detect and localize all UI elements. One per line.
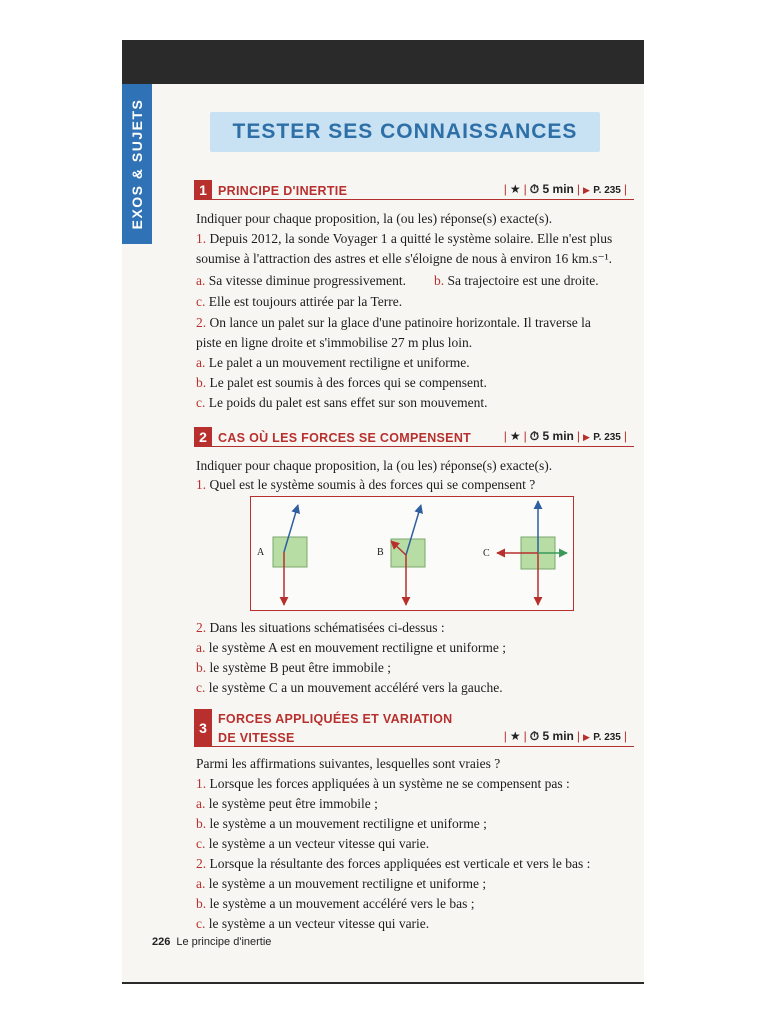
answer-option: b. le système B peut être immobile ; [196, 660, 391, 675]
star-icon: ★ [509, 729, 521, 743]
system-c-diagram [483, 501, 567, 605]
system-a-diagram [257, 505, 307, 605]
text-line: soumise à l'attraction des astres et elle s'éloigne de nous à environ 16 km.s⁻¹. [196, 251, 613, 266]
question-line: 1. Lorsque les forces appliquées à un système ne se compensent pas : [196, 776, 570, 791]
page-ref: P. 235 [593, 185, 621, 196]
side-tab [122, 84, 152, 244]
section-number: 2 [194, 427, 212, 447]
answer-option: b. Le palet est soumis à des forces qui se compensent. [196, 375, 487, 390]
section-title: CAS OÙ LES FORCES SE COMPENSENT [218, 431, 472, 445]
side-tab-label: EXOS & SUJETS [129, 98, 145, 230]
section-title-line-1: FORCES APPLIQUÉES ET VARIATION [218, 712, 453, 726]
stopwatch-icon: ⏱ [529, 429, 540, 443]
question-line: 2. Lorsque la résultante des forces appliquées est verticale et vers le bas : [196, 856, 591, 871]
text-line: Parmi les affirmations suivantes, lesquelles sont vraies ? [196, 756, 501, 771]
answer-option: a. le système peut être immobile ; [196, 796, 378, 811]
answer-option: c. Elle est toujours attirée par la Terre. [196, 294, 403, 309]
label-b: B [377, 547, 384, 558]
star-icon: ★ [509, 182, 521, 196]
answer-option: c. le système a un vecteur vitesse qui varie. [196, 916, 430, 931]
page-footer [152, 936, 271, 948]
system-b-diagram [377, 505, 425, 605]
answer-option: a. Sa vitesse diminue progressivement. [196, 273, 406, 288]
star-icon: ★ [509, 429, 521, 443]
time-label: 5 min [542, 429, 574, 443]
textbook-page [122, 84, 644, 982]
time-label: 5 min [542, 182, 574, 196]
question-line: 2. On lance un palet sur la glace d'une patinoire horizontale. Il traverse la [196, 315, 591, 330]
answer-option: a. le système a un mouvement rectiligne et uniforme ; [196, 876, 487, 891]
page-title-banner [210, 112, 600, 152]
label-c: C [483, 548, 490, 559]
difficulty-time-ref: | ★ | ⏱ 5 min | ▶ P. 235 | [503, 429, 627, 443]
text-line: Indiquer pour chaque proposition, la (ou les) réponse(s) exacte(s). [196, 211, 553, 226]
question-line: 1. Quel est le système soumis à des forces qui se compensent ? [196, 477, 536, 492]
section-number: 3 [194, 709, 212, 747]
answer-option: a. Le palet a un mouvement rectiligne et uniforme. [196, 355, 470, 370]
difficulty-time-ref: | ★ | ⏱ 5 min | ▶ P. 235 | [503, 729, 627, 743]
answer-option: b. le système a un mouvement accéléré vers le bas ; [196, 896, 475, 911]
arrow-right-icon: ▶ [582, 732, 590, 742]
page-ref: P. 235 [593, 432, 621, 443]
text-line: Indiquer pour chaque proposition, la (ou les) réponse(s) exacte(s). [196, 458, 553, 473]
page-ref: P. 235 [593, 732, 621, 743]
section-1-header [194, 177, 634, 200]
question-line: 2. Dans les situations schématisées ci-dessus : [196, 620, 445, 635]
answer-option: b. le système a un mouvement rectiligne et uniforme ; [196, 816, 487, 831]
text-line: Depuis 2012, la sonde Voyager 1 a quitté le système solaire. Elle n'est plus [209, 231, 613, 246]
section-title-line-2: DE VITESSE [218, 731, 295, 745]
section-title: PRINCIPE D'INERTIE [218, 184, 348, 198]
force-diagrams [251, 497, 573, 610]
page-number: 226 [152, 936, 171, 948]
question-line: 1. Depuis 2012, la sonde Voyager 1 a quitté le système solaire. Elle n'est plus [196, 231, 613, 246]
answer-option: c. le système C a un mouvement accéléré vers la gauche. [196, 680, 503, 695]
label-a: A [257, 547, 265, 558]
page-title: TESTER SES CONNAISSANCES [232, 120, 578, 143]
stopwatch-icon: ⏱ [529, 729, 540, 743]
time-label: 5 min [542, 729, 574, 743]
arrow-right-icon: ▶ [582, 432, 590, 442]
force-diagram-figure [250, 496, 574, 611]
chapter-title: Le principe d'inertie [176, 936, 272, 948]
section-3-header [194, 712, 634, 747]
arrow-right-icon: ▶ [582, 185, 590, 195]
stopwatch-icon: ⏱ [529, 182, 540, 196]
text-line: piste en ligne droite et s'immobilise 27 m plus loin. [196, 335, 473, 350]
answer-option: a. le système A est en mouvement rectiligne et uniforme ; [196, 640, 507, 655]
answer-option: c. Le poids du palet est sans effet sur son mouvement. [196, 395, 488, 410]
answer-option: c. le système a un vecteur vitesse qui varie. [196, 836, 430, 851]
answer-option: b. Sa trajectoire est une droite. [434, 273, 599, 288]
section-2-header [194, 424, 634, 447]
answer-row [196, 271, 636, 290]
section-number: 1 [194, 180, 212, 200]
difficulty-time-ref: | ★ | ⏱ 5 min | ▶ P. 235 | [503, 182, 627, 196]
